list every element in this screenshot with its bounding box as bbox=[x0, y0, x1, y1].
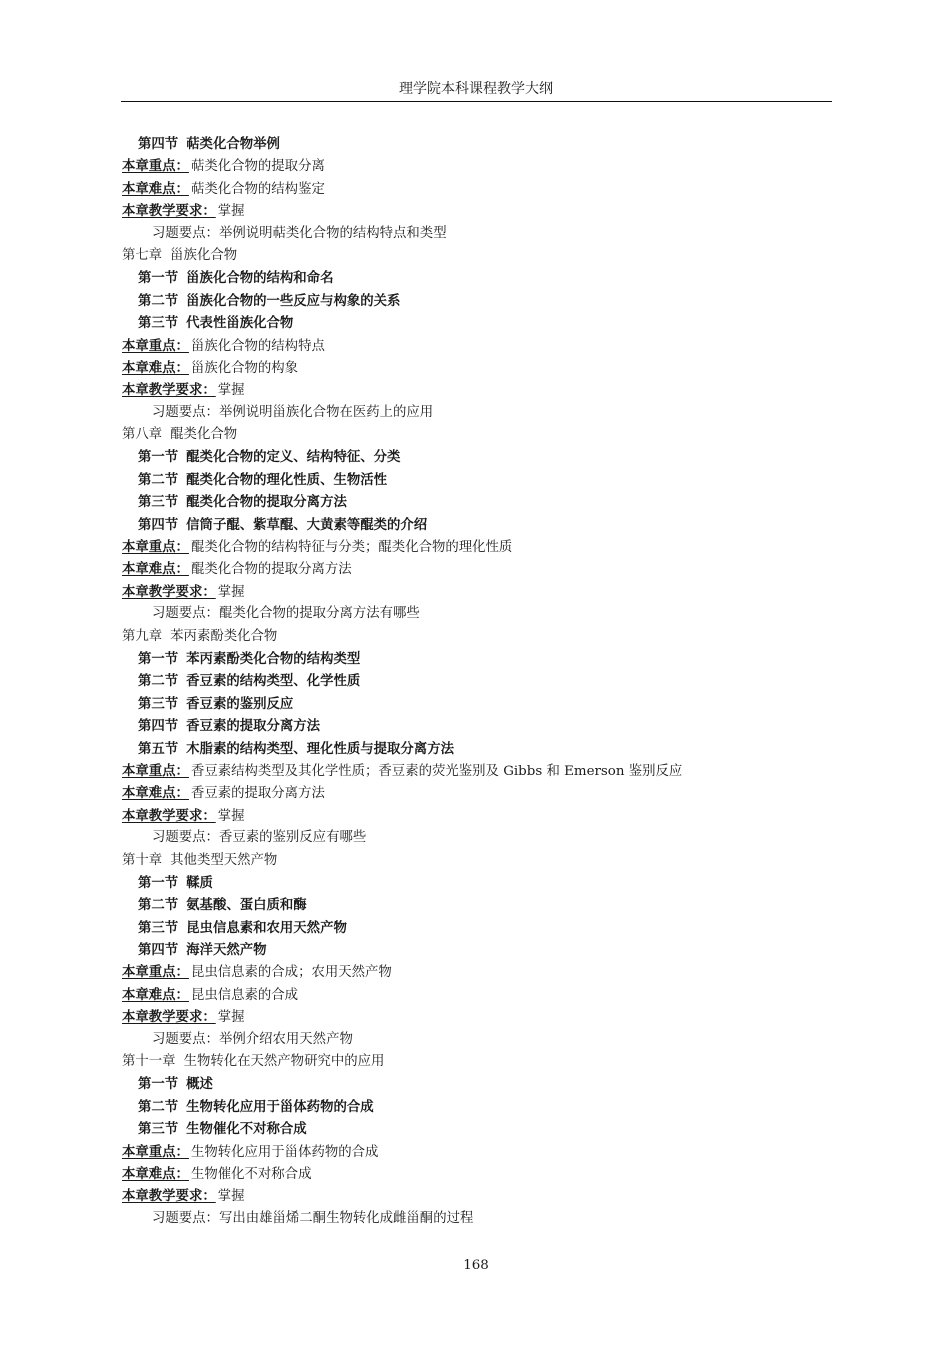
section-heading bbox=[122, 469, 832, 491]
section-title: 香豆素的鉴别反应 bbox=[186, 695, 294, 712]
exercise-note-text: 习题要点：举例说明萜类化合物的结构特点和类型 bbox=[152, 225, 447, 241]
chapter-key-point bbox=[122, 155, 832, 177]
section-heading bbox=[122, 312, 832, 334]
key-point-label bbox=[122, 158, 191, 174]
key-point-label-text: 本章重点： bbox=[122, 1143, 189, 1160]
key-point-text: 掌握 bbox=[217, 584, 245, 600]
chapter-title: 生物转化在天然产物研究中的应用 bbox=[183, 1054, 385, 1070]
key-point-text: 昆虫信息素的合成；农用天然产物 bbox=[190, 965, 392, 981]
key-point-label bbox=[122, 382, 218, 398]
section-number: 第四节 bbox=[138, 516, 179, 533]
section-heading bbox=[122, 894, 832, 916]
key-point-text: 醌类化合物的结构特征与分类；醌类化合物的理化性质 bbox=[190, 540, 513, 556]
key-point-text: 掌握 bbox=[217, 808, 245, 824]
section-heading bbox=[122, 1118, 832, 1140]
chapter-key-point bbox=[122, 760, 832, 782]
exercise-note-text: 习题要点：举例介绍农用天然产物 bbox=[152, 1031, 353, 1047]
key-point-label-text: 本章难点： bbox=[122, 180, 189, 197]
chapter-key-point bbox=[122, 805, 832, 827]
section-title: 香豆素的结构类型、化学性质 bbox=[186, 673, 361, 690]
section-title: 昆虫信息素和农用天然产物 bbox=[186, 919, 347, 936]
key-point-label bbox=[122, 203, 218, 219]
section-title: 生物转化应用于甾体药物的合成 bbox=[186, 1098, 374, 1115]
key-point-label-text: 本章难点： bbox=[122, 561, 189, 578]
page-number: 168 bbox=[463, 1258, 489, 1273]
chapter-title: 甾族化合物 bbox=[170, 247, 238, 263]
section-number: 第二节 bbox=[138, 673, 179, 690]
chapter-title: 苯丙素酚类化合物 bbox=[170, 628, 278, 644]
chapter-key-point bbox=[122, 581, 832, 603]
section-number: 第四节 bbox=[138, 136, 179, 152]
section-number: 第四节 bbox=[138, 718, 179, 735]
section-number: 第四节 bbox=[138, 942, 179, 959]
chapter-number: 第九章 bbox=[122, 628, 163, 644]
chapter-key-point bbox=[122, 782, 832, 804]
section-heading bbox=[122, 514, 832, 536]
key-point-label bbox=[122, 584, 218, 600]
section-title: 鞣质 bbox=[186, 874, 213, 891]
key-point-label-text: 本章难点： bbox=[122, 785, 189, 802]
key-point-label-text: 本章教学要求： bbox=[122, 1188, 216, 1205]
section-number: 第二节 bbox=[138, 1098, 179, 1115]
key-point-label-text: 本章教学要求： bbox=[122, 583, 216, 600]
section-heading bbox=[122, 446, 832, 468]
key-point-label-text: 本章重点： bbox=[122, 158, 189, 175]
header-rule bbox=[121, 101, 832, 102]
section-heading bbox=[122, 939, 832, 961]
section-heading bbox=[122, 715, 832, 737]
chapter-key-point bbox=[122, 335, 832, 357]
chapter-number: 第十章 bbox=[122, 852, 163, 868]
key-point-text: 香豆素结构类型及其化学性质；香豆素的荧光鉴别及 Gibbs 和 Emerson 鉴别反应 bbox=[190, 763, 683, 779]
exercise-note bbox=[122, 1208, 832, 1230]
section-number: 第二节 bbox=[138, 471, 179, 488]
section-number: 第一节 bbox=[138, 1076, 179, 1093]
section-title: 醌类化合物的理化性质、生物活性 bbox=[186, 471, 388, 488]
running-header: 理学院本科课程教学大纲 bbox=[399, 81, 553, 97]
section-title: 甾族化合物的一些反应与构象的关系 bbox=[186, 292, 401, 309]
chapter-key-point bbox=[122, 984, 832, 1006]
chapter-key-point bbox=[122, 1006, 832, 1028]
exercise-note-text: 习题要点：醌类化合物的提取分离方法有哪些 bbox=[152, 606, 420, 622]
key-point-label-text: 本章难点： bbox=[122, 359, 189, 376]
section-heading bbox=[122, 133, 832, 155]
key-point-label bbox=[122, 763, 191, 779]
section-number: 第三节 bbox=[138, 919, 179, 936]
section-number: 第五节 bbox=[138, 740, 179, 757]
chapter-heading bbox=[122, 245, 832, 267]
section-title: 醌类化合物的定义、结构特征、分类 bbox=[186, 449, 401, 466]
chapter-heading bbox=[122, 626, 832, 648]
section-number: 第三节 bbox=[138, 315, 179, 332]
section-heading bbox=[122, 917, 832, 939]
section-heading bbox=[122, 872, 832, 894]
exercise-note-text: 习题要点：香豆素的鉴别反应有哪些 bbox=[152, 830, 367, 846]
section-heading bbox=[122, 1073, 832, 1095]
section-title: 氨基酸、蛋白质和酶 bbox=[186, 897, 307, 914]
section-heading bbox=[122, 267, 832, 289]
chapter-heading bbox=[122, 1051, 832, 1073]
key-point-label bbox=[122, 964, 191, 980]
section-title: 萜类化合物举例 bbox=[186, 136, 280, 152]
section-number: 第一节 bbox=[138, 874, 179, 891]
key-point-label-text: 本章教学要求： bbox=[122, 382, 216, 399]
key-point-text: 生物转化应用于甾体药物的合成 bbox=[190, 1144, 379, 1160]
key-point-label bbox=[122, 1144, 191, 1160]
key-point-label bbox=[122, 1188, 218, 1204]
section-number: 第二节 bbox=[138, 292, 179, 309]
key-point-label-text: 本章难点： bbox=[122, 986, 189, 1003]
key-point-label bbox=[122, 987, 191, 1003]
key-point-label-text: 本章重点： bbox=[122, 539, 189, 556]
key-point-text: 掌握 bbox=[217, 1010, 245, 1026]
key-point-label bbox=[122, 181, 191, 197]
chapter-number: 第七章 bbox=[122, 247, 163, 263]
section-title: 苯丙素酚类化合物的结构类型 bbox=[186, 650, 361, 667]
key-point-text: 生物催化不对称合成 bbox=[190, 1166, 312, 1182]
chapter-key-point bbox=[122, 178, 832, 200]
chapter-key-point bbox=[122, 536, 832, 558]
key-point-text: 掌握 bbox=[217, 383, 245, 399]
key-point-text: 掌握 bbox=[217, 1189, 245, 1205]
section-title: 信筒子醌、紫草醌、大黄素等醌类的介绍 bbox=[186, 516, 428, 533]
section-title: 生物催化不对称合成 bbox=[186, 1121, 307, 1138]
chapter-key-point bbox=[122, 379, 832, 401]
key-point-text: 醌类化合物的提取分离方法 bbox=[190, 562, 352, 578]
chapter-title: 醌类化合物 bbox=[170, 427, 238, 443]
key-point-label bbox=[122, 808, 218, 824]
section-number: 第一节 bbox=[138, 650, 179, 667]
section-heading bbox=[122, 670, 832, 692]
key-point-text: 昆虫信息素的合成 bbox=[190, 987, 299, 1003]
key-point-text: 甾族化合物的构象 bbox=[190, 360, 299, 376]
key-point-label bbox=[122, 1009, 218, 1025]
key-point-label-text: 本章重点： bbox=[122, 964, 189, 981]
section-title: 概述 bbox=[186, 1076, 213, 1093]
section-number: 第一节 bbox=[138, 270, 179, 287]
key-point-label-text: 本章教学要求： bbox=[122, 203, 216, 220]
key-point-label-text: 本章教学要求： bbox=[122, 807, 216, 824]
section-title: 香豆素的提取分离方法 bbox=[186, 718, 321, 735]
key-point-text: 甾族化合物的结构特点 bbox=[190, 338, 325, 354]
section-heading bbox=[122, 693, 832, 715]
section-heading bbox=[122, 1096, 832, 1118]
chapter-key-point bbox=[122, 1185, 832, 1207]
key-point-text: 萜类化合物的结构鉴定 bbox=[190, 181, 325, 197]
section-heading bbox=[122, 648, 832, 670]
key-point-label bbox=[122, 539, 191, 555]
chapter-heading bbox=[122, 850, 832, 872]
key-point-label-text: 本章重点： bbox=[122, 762, 189, 779]
exercise-note-text: 习题要点：写出由雄甾烯二酮生物转化成雌甾酮的过程 bbox=[152, 1210, 474, 1226]
section-number: 第一节 bbox=[138, 449, 179, 466]
chapter-key-point bbox=[122, 1141, 832, 1163]
exercise-note bbox=[122, 827, 832, 849]
chapter-key-point bbox=[122, 1163, 832, 1185]
section-title: 甾族化合物的结构和命名 bbox=[186, 270, 334, 287]
section-heading bbox=[122, 290, 832, 312]
syllabus-content bbox=[122, 133, 832, 1230]
exercise-note bbox=[122, 223, 832, 245]
exercise-note bbox=[122, 603, 832, 625]
key-point-label-text: 本章难点： bbox=[122, 1165, 189, 1182]
section-number: 第三节 bbox=[138, 1121, 179, 1138]
key-point-label-text: 本章教学要求： bbox=[122, 1009, 216, 1026]
key-point-label bbox=[122, 1166, 191, 1182]
exercise-note bbox=[122, 402, 832, 424]
section-heading bbox=[122, 491, 832, 513]
key-point-label bbox=[122, 561, 191, 577]
section-number: 第三节 bbox=[138, 494, 179, 511]
key-point-text: 萜类化合物的提取分离 bbox=[190, 159, 325, 175]
key-point-label-text: 本章重点： bbox=[122, 337, 189, 354]
chapter-heading bbox=[122, 424, 832, 446]
chapter-number: 第十一章 bbox=[122, 1054, 176, 1070]
key-point-label bbox=[122, 360, 191, 376]
key-point-text: 掌握 bbox=[217, 204, 245, 220]
key-point-label bbox=[122, 785, 191, 801]
chapter-key-point bbox=[122, 558, 832, 580]
chapter-key-point bbox=[122, 200, 832, 222]
chapter-number: 第八章 bbox=[122, 427, 163, 443]
chapter-key-point bbox=[122, 357, 832, 379]
section-title: 醌类化合物的提取分离方法 bbox=[186, 494, 347, 511]
section-number: 第二节 bbox=[138, 897, 179, 914]
key-point-text: 香豆素的提取分离方法 bbox=[190, 786, 325, 802]
section-title: 代表性甾族化合物 bbox=[186, 315, 294, 332]
exercise-note bbox=[122, 1029, 832, 1051]
section-title: 海洋天然产物 bbox=[186, 942, 267, 959]
exercise-note-text: 习题要点：举例说明甾族化合物在医药上的应用 bbox=[152, 404, 434, 420]
chapter-key-point bbox=[122, 961, 832, 983]
section-heading bbox=[122, 738, 832, 760]
chapter-title: 其他类型天然产物 bbox=[170, 852, 278, 868]
section-number: 第三节 bbox=[138, 695, 179, 712]
key-point-label bbox=[122, 338, 191, 354]
section-title: 木脂素的结构类型、理化性质与提取分离方法 bbox=[186, 740, 454, 757]
